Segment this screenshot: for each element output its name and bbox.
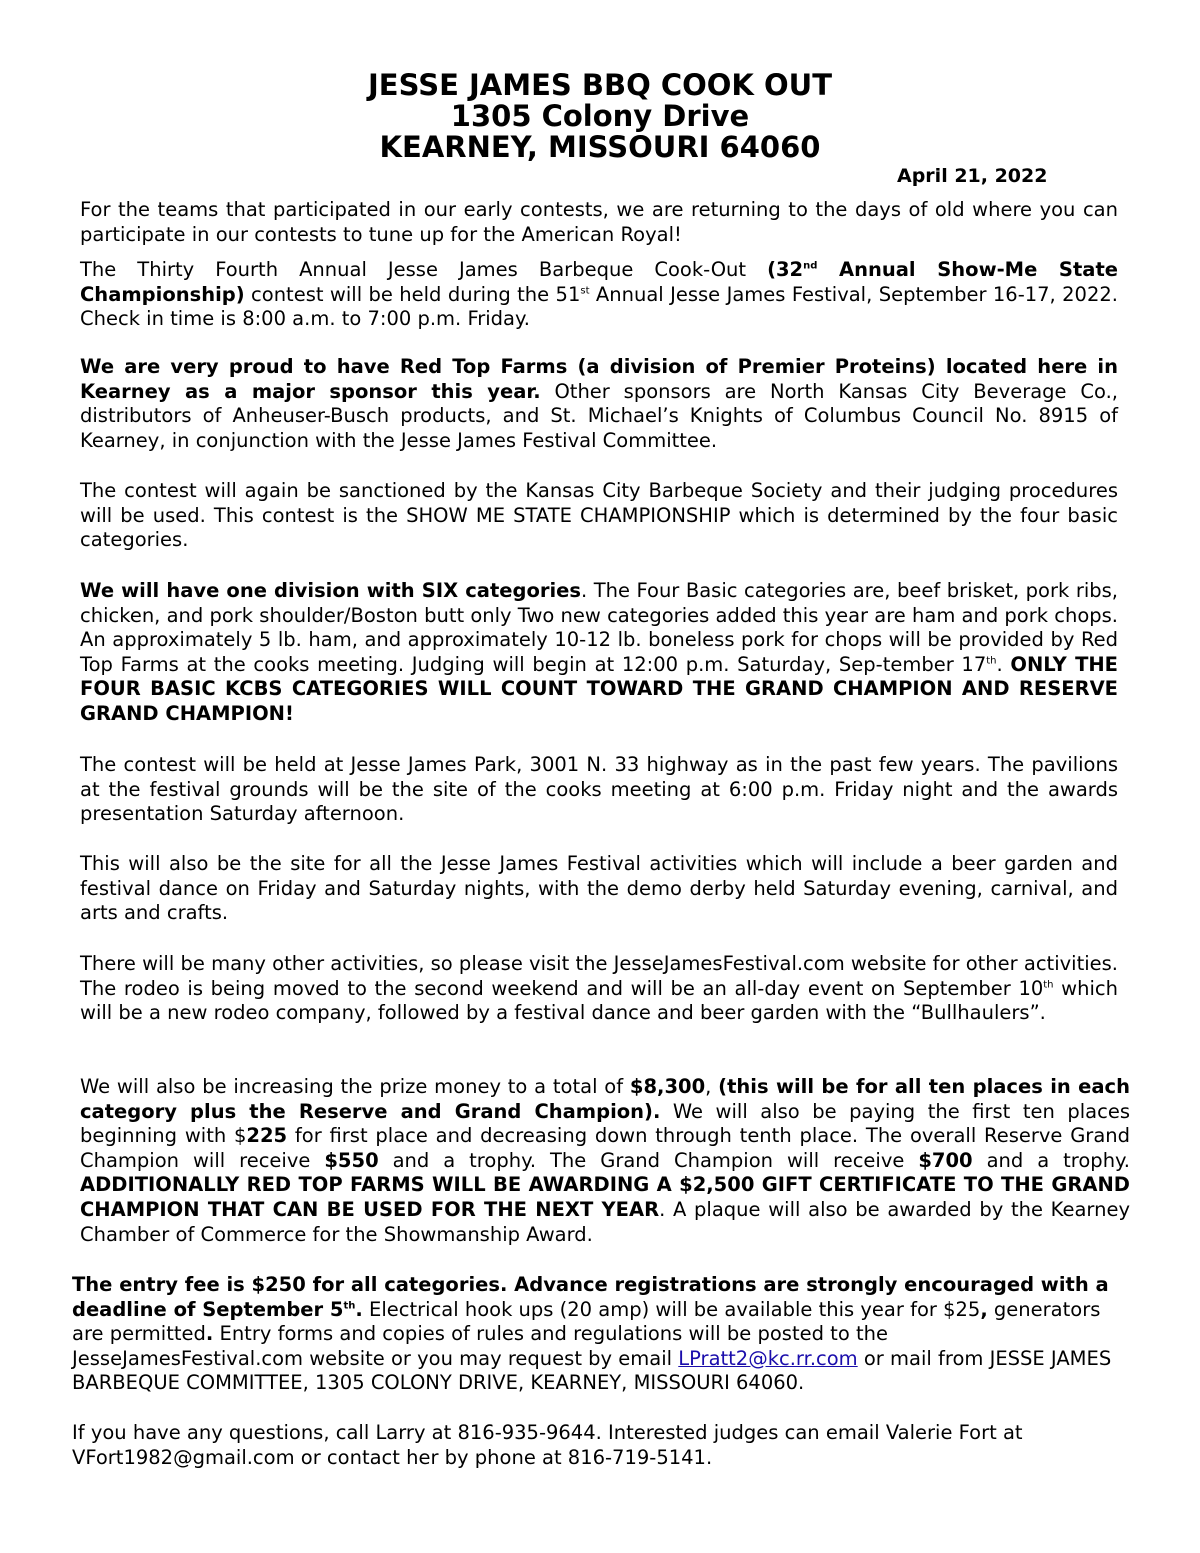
entry-bold-3: , [980,1297,988,1321]
contest-text-a: The Thirty Fourth Annual Jesse James Barbeque Cook-Out [80,258,768,281]
categories-bold-2: ONLY THE FOUR BASIC KCBS CATEGORIES WILL COUNT TOWARD THE GRAND CHAMPION AND RESERVE GRAND CHAMPION! [80,652,1119,725]
sponsors-text: Other sponsors are North Kansas City Beverage Co., distributors of Anheuser-Busch products, and St. Michael’s Knights of Columbus Council No. 8915 of Kearney, in conjunction with the Jesse James Festival Committee. [80,379,1119,452]
prizes-bold-2: (this will be for all ten places in each category plus the Reserve and Grand Champion). [80,1075,1130,1123]
paragraph-location: The contest will be held at Jesse James Park, 3001 N. 33 highway as in the past few years. The pavilions at the festival grounds will be the site of the cooks meeting at 6:00 p.m. Friday night and the awards presentation Saturday afternoon. [80,753,1118,826]
email-link[interactable]: LPratt2@kc.rr.com [678,1346,858,1370]
paragraph-intro: For the teams that participated in our early contests, we are returning to the days of old where you can participate in our contests to tune up for the American Royal! [80,198,1118,246]
paragraph-festival: This will also be the site for all the Jesse James Festival activities which will include a beer garden and festival dance on Friday and Saturday nights, with the demo derby held Saturday evening, carnival, and arts and crafts. [80,852,1118,925]
entry-text-1: Electrical hook ups (20 amp) will be available this year for $25 [362,1297,981,1321]
title-line-1: JESSE JAMES BBQ COOK OUT [368,68,832,102]
activities-text-1: There will be many other activities, so please visit the JesseJamesFestival.com website for other activities. The rodeo is being moved to the second weekend and will be an all-day event on September 10 [80,952,1118,1000]
prizes-first-place: 225 [246,1124,288,1148]
paragraph-contest [80,258,1118,332]
paragraph-categories [80,579,1118,727]
prizes-gift-certificate: ADDITIONALLY RED TOP FARMS WILL BE AWARDING A $2,500 GIFT CERTIFICATE TO THE GRAND CHAMPION THAT CAN BE USED FOR THE NEXT YEAR [80,1173,1130,1221]
paragraph-sanction: The contest will again be sanctioned by the Kansas City Barbeque Society and their judging procedures will be used. This contest is the SHOW ME STATE CHAMPIONSHIP which is determined by the four basic categories. [80,479,1118,552]
prizes-text-4: for first place and decreasing down through tenth place. The overall Reserve Grand Champion will receive [80,1124,1131,1172]
contest-text-c1: contest will be held during the 51 [244,282,581,306]
prizes-total: $8,300 [629,1075,706,1098]
prizes-grand: $700 [918,1148,973,1172]
entry-sup-th: th [343,1300,356,1312]
title-line-2: 1305 Colony Drive [450,99,750,133]
sponsors-bold: We are very proud to have Red Top Farms (a division of Premier Proteins) located here in Kearney as a major sponsor this year. [80,355,1118,403]
document-title [0,70,1200,163]
title-line-3: KEARNEY, MISSOURI 64060 [379,130,821,164]
prizes-text-6: and a trophy. [972,1148,1131,1172]
paragraph-activities [80,952,1118,1026]
contest-text-b1: (32 [767,258,804,281]
entry-bold-2: . [355,1297,363,1321]
paragraph-entry [72,1273,1122,1396]
prizes-reserve: $550 [324,1148,379,1172]
prizes-text-2: , [705,1075,719,1098]
prizes-text-7: . A plaque will also be awarded by the Kearney Chamber of Commerce for the Showmanship Award. [80,1197,1130,1246]
categories-bold-1: We will have one division with SIX categories [80,579,581,602]
paragraph-contact: If you have any questions, call Larry at 816-935-9644. Interested judges can email Valerie Fort at VFort1982@gmail.com or contact her by phone at 816-719-5141. [72,1421,1023,1469]
activities-sup-th: th [1043,979,1054,991]
entry-text-4: or mail from JESSE JAMES BARBEQUE COMMITTEE, 1305 COLONY DRIVE, KEARNEY, MISSOURI 64060. [72,1346,1112,1395]
prizes-text-1: We will also be increasing the prize money to a total of [80,1075,630,1098]
paragraph-prizes [80,1075,1130,1247]
prizes-text-5: and a trophy. The Grand Champion will receive [378,1148,919,1172]
activities-text-2: which will be a new rodeo company, followed by a festival dance and beer garden with the “Bullhaulers”. [80,976,1118,1025]
entry-bold-1: The entry fee is $250 for all categories. Advance registrations are strongly encouraged with a deadline of September 5 [72,1273,1109,1321]
categories-sup-th: th [986,655,997,667]
contest-text-b2: Annual Show-Me State Championship) [80,258,1118,306]
entry-bold-4: . [205,1322,214,1346]
categories-text-1: . The Four Basic categories are, beef brisket, pork ribs, chicken, and pork shoulder/Boston butt only Two new categories added this year are ham and pork chops. An approximately 5 lb. ham, and approximately 10-12 lb. boneless pork for chops will be provided by Red Top Farms at the cooks meeting. Judging will begin at 12:00 p.m. Saturday, Sep-tember 17 [80,579,1118,676]
contest-text-c2: Annual Jesse James Festival, September 16-17, 2022. Check in time is 8:00 a.m. to 7:00 p.m. Friday. [80,282,1118,331]
contest-sup-nd: nd [803,260,818,272]
document-date: April 21, 2022 [897,165,1048,187]
prizes-text-3: We will also be paying the first ten places beginning with $ [80,1099,1130,1148]
contest-sup-st: st [580,285,590,297]
entry-text-3: Entry forms and copies of rules and regulations will be posted to the JesseJamesFestival.com website or you may request by email [72,1322,888,1370]
paragraph-sponsors [80,355,1118,453]
categories-text-2: . [996,652,1011,676]
entry-text-2: generators are permitted [72,1297,1101,1346]
